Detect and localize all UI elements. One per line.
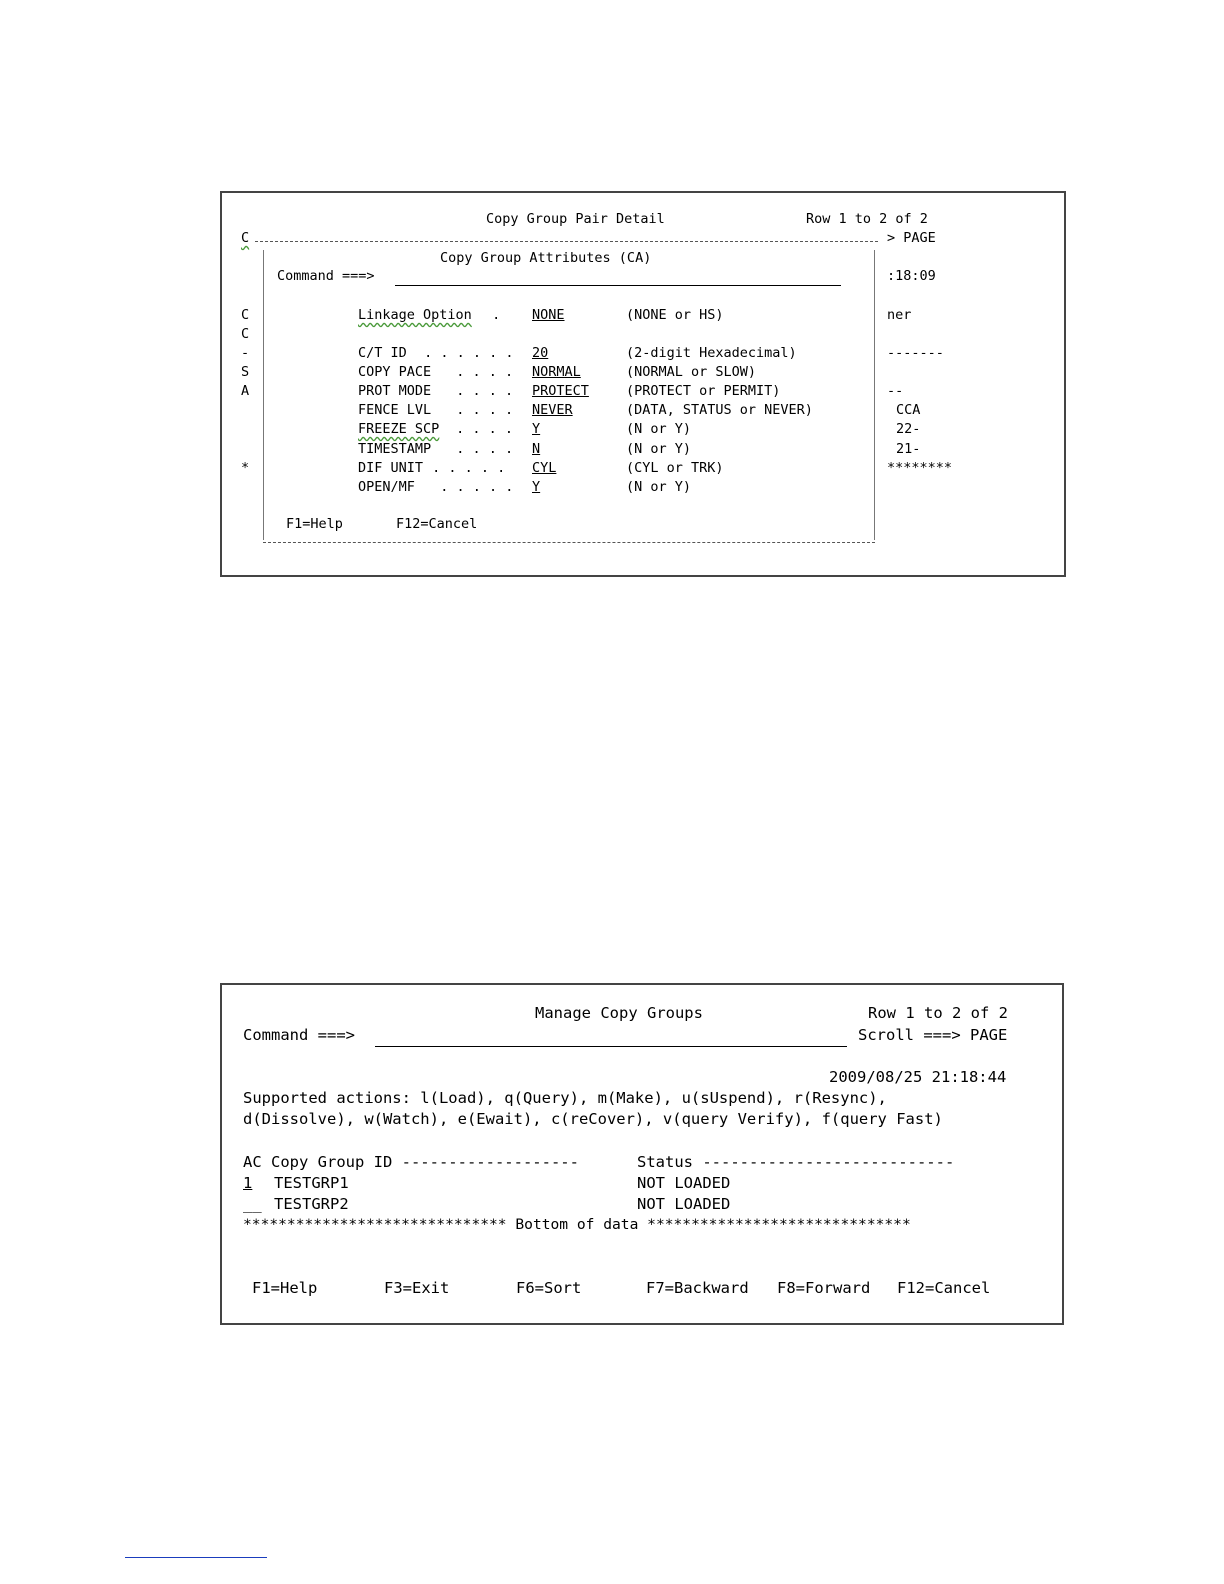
supported-actions-line1: Supported actions: l(Load), q(Query), m(Make), u(sUspend), r(Resync), — [243, 1089, 887, 1107]
field-label: DIF UNIT — [358, 460, 424, 476]
field-value-input[interactable]: Y — [532, 421, 541, 437]
panel2-title: Manage Copy Groups — [535, 1004, 703, 1022]
right-fragment: ******** — [887, 460, 953, 476]
field-value-input[interactable]: NONE — [532, 307, 565, 323]
popup-command-label: Command ===> — [277, 268, 375, 284]
field-hint: (N or Y) — [626, 421, 692, 437]
fkey-exit[interactable]: F3=Exit — [384, 1279, 450, 1297]
field-dots: . . . . — [440, 383, 522, 399]
field-label: OPEN/MF — [358, 479, 415, 495]
panel2-row-info: Row 1 to 2 of 2 — [868, 1004, 1008, 1022]
panel1-row-info: Row 1 to 2 of 2 — [806, 211, 928, 227]
field-label: C/T ID — [358, 345, 407, 361]
field-value-input[interactable]: CYL — [532, 460, 557, 476]
right-fragment: :18:09 — [887, 268, 936, 284]
field-dots: . . . . — [448, 421, 522, 437]
panel2-command-label: Command ===> — [243, 1026, 355, 1044]
fkey-backward[interactable]: F7=Backward — [646, 1279, 749, 1297]
field-hint: (CYL or TRK) — [626, 460, 724, 476]
field-value-input[interactable]: 20 — [532, 345, 549, 361]
right-fragment: ner — [887, 307, 912, 323]
field-label: FREEZE SCP — [358, 421, 440, 437]
column-header-copy-group-id: AC Copy Group ID ------------------- — [243, 1153, 579, 1171]
fkey-help[interactable]: F1=Help — [286, 516, 343, 532]
panel1-left-c: C — [241, 230, 250, 246]
panel2-scroll-field[interactable]: Scroll ===> PAGE — [858, 1026, 1008, 1044]
bottom-of-data-line: ****************************** Bottom of data ****************************** — [243, 1216, 911, 1233]
field-label: FENCE LVL — [358, 402, 432, 418]
panel1-title: Copy Group Pair Detail — [486, 211, 665, 227]
right-fragment: CCA — [896, 402, 921, 418]
row-status: NOT LOADED — [637, 1195, 731, 1213]
left-fragment: S — [241, 364, 250, 380]
field-dots: . — [484, 307, 509, 323]
popup-top-border — [255, 241, 878, 242]
row-copy-group-id: TESTGRP2 — [274, 1195, 349, 1213]
field-hint: (N or Y) — [626, 441, 692, 457]
field-hint: (NORMAL or SLOW) — [626, 364, 757, 380]
footnote-separator — [125, 1557, 267, 1558]
fkey-sort[interactable]: F6=Sort — [516, 1279, 582, 1297]
panel2-timestamp: 2009/08/25 21:18:44 — [829, 1068, 1007, 1086]
field-label: COPY PACE — [358, 364, 432, 380]
row-status: NOT LOADED — [637, 1174, 731, 1192]
field-value-input[interactable]: Y — [532, 479, 541, 495]
popup-right-border — [874, 250, 875, 540]
fkey-cancel[interactable]: F12=Cancel — [396, 516, 478, 532]
field-label: TIMESTAMP — [358, 441, 432, 457]
field-hint: (NONE or HS) — [626, 307, 724, 323]
popup-bottom-border — [263, 542, 875, 543]
fkey-forward[interactable]: F8=Forward — [777, 1279, 871, 1297]
row-action-input[interactable]: __ — [243, 1195, 262, 1213]
left-fragment: C — [241, 326, 250, 342]
field-label: Linkage Option — [358, 307, 472, 323]
panel2-command-input[interactable] — [375, 1046, 847, 1047]
field-dots: . . . . . — [424, 479, 522, 495]
right-fragment: 21- — [896, 441, 921, 457]
field-dots: . . . . . . — [416, 345, 522, 361]
field-dots: . . . . — [440, 402, 522, 418]
right-fragment: 22- — [896, 421, 921, 437]
right-fragment: ------- — [887, 345, 944, 361]
popup-left-border — [263, 250, 264, 540]
field-value-input[interactable]: NORMAL — [532, 364, 581, 380]
supported-actions-line2: d(Dissolve), w(Watch), e(Ewait), c(reCover), v(query Verify), f(query Fast) — [243, 1110, 943, 1128]
field-hint: (N or Y) — [626, 479, 692, 495]
field-dots: . . . . — [440, 364, 522, 380]
left-fragment: - — [241, 345, 250, 361]
field-dots: . . . . . — [424, 460, 514, 476]
field-value-input[interactable]: NEVER — [532, 402, 573, 418]
popup-command-input[interactable] — [395, 285, 841, 286]
left-fragment: * — [241, 460, 250, 476]
column-header-status: Status --------------------------- — [637, 1153, 955, 1171]
row-copy-group-id: TESTGRP1 — [274, 1174, 349, 1192]
field-value-input[interactable]: N — [532, 441, 541, 457]
field-hint: (2-digit Hexadecimal) — [626, 345, 797, 361]
field-hint: (PROTECT or PERMIT) — [626, 383, 781, 399]
field-value-input[interactable]: PROTECT — [532, 383, 589, 399]
field-label: PROT MODE — [358, 383, 432, 399]
field-hint: (DATA, STATUS or NEVER) — [626, 402, 813, 418]
row-action-input[interactable]: 1 — [243, 1174, 253, 1192]
left-fragment: C — [241, 307, 250, 323]
right-fragment: -- — [887, 383, 904, 399]
field-dots: . . . . — [440, 441, 522, 457]
left-fragment: A — [241, 383, 250, 399]
fkey-cancel[interactable]: F12=Cancel — [897, 1279, 991, 1297]
panel1-scroll-tail: > PAGE — [887, 230, 936, 246]
popup-title: Copy Group Attributes (CA) — [440, 250, 652, 266]
fkey-help[interactable]: F1=Help — [252, 1279, 318, 1297]
